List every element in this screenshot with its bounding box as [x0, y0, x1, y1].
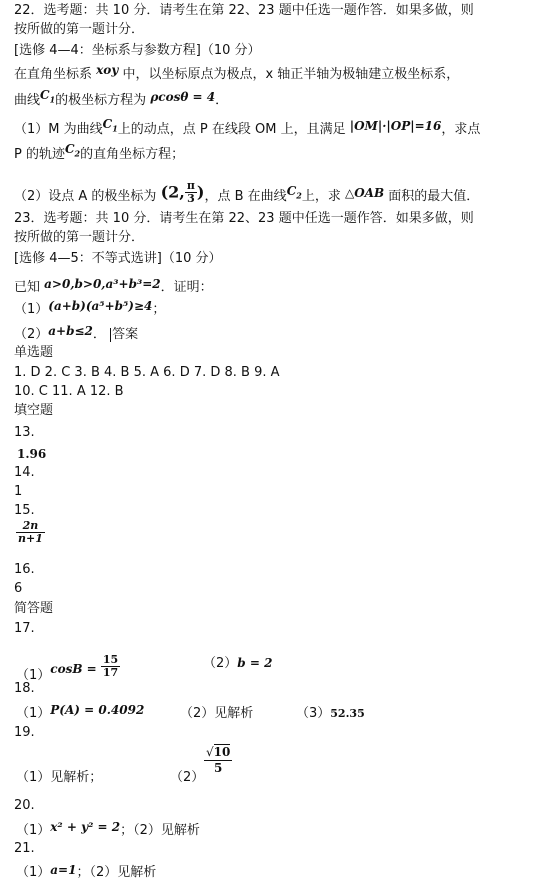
- q22-part-1-cont: [14, 140, 184, 164]
- q23-text: （1）: [14, 302, 49, 317]
- single-choice-row-1: 1. D 2. C 3. B 4. B 5. A 6. D 7. D 8. B 9. A: [14, 365, 280, 380]
- q23-text: ．: [92, 327, 106, 342]
- q22-text: ．: [215, 93, 229, 108]
- q23-text: （2）: [14, 327, 49, 342]
- q22-text: （1）M 为曲线: [14, 122, 103, 137]
- q23-line-1: 23．选考题：共 10 分．请考生在第 22、23 题中任选一题作答．如果多做，则: [14, 211, 474, 226]
- q22-text: 中，以坐标原点为极点，x 轴正半轴为极轴建立极坐标系，: [122, 67, 460, 82]
- answer-13-value: 1.96: [17, 447, 47, 461]
- q23-text: 已知: [14, 280, 41, 295]
- answer-20-number: 20.: [14, 798, 35, 813]
- q22-math-point-a: (2, $\frac{\pi}{3}$ ): [160, 179, 205, 205]
- q22-text: 上的动点，点 P 在线段 OM 上，且满足: [117, 122, 346, 137]
- q23-section-title: [选修 4—5：不等式选讲]（10 分）: [14, 251, 222, 266]
- q23-line-2: 按所做的第一题计分．: [14, 230, 145, 245]
- q22-text: 曲线: [14, 93, 41, 108]
- q23-math-ineq-2: a+b≤2: [48, 324, 93, 338]
- q22-math-c1: $C_1$: [40, 88, 56, 105]
- q22-math-c2: $C_2$: [64, 142, 81, 159]
- answer-15-fraction: $\frac{2n}{n+1}$: [18, 519, 43, 545]
- short-answer-title: 简答题: [14, 601, 54, 616]
- fill-blank-title: 填空题: [14, 403, 54, 418]
- answer-14-number: 14.: [14, 465, 35, 480]
- q23-text: ．证明：: [160, 280, 213, 295]
- q22-text: P 的轨迹: [14, 147, 65, 162]
- answer-19-number: 19.: [14, 725, 35, 740]
- q23-math-ineq-1: (a+b)(a⁵+b⁵)≥4: [48, 299, 153, 313]
- single-choice-row-2: 10. C 11. A 12. B: [14, 384, 124, 399]
- q22-text: ，求点: [441, 122, 481, 137]
- q22-text: 的极坐标方程为: [55, 93, 147, 108]
- q22-line-2: 按所做的第一题计分．: [14, 22, 145, 37]
- q22-text: 的直角坐标方程；: [80, 147, 185, 162]
- q22-math-triangle: △OAB: [344, 186, 385, 200]
- q23-math-given: a>0,b>0,a³+b³=2: [44, 277, 161, 291]
- answer-19-fraction: $\frac{√10}{5}$: [206, 745, 231, 775]
- q22-math-xoy: xoy: [96, 63, 119, 77]
- text-cursor: [110, 328, 111, 342]
- q22-text: 在直角坐标系: [14, 67, 93, 82]
- answer-18-part-2: （2）见解析: [180, 706, 254, 721]
- answer-18-number: 18.: [14, 681, 35, 696]
- q23-given: [14, 275, 213, 297]
- answer-15-number: 15.: [14, 503, 35, 518]
- answer-18-part-1: （1）P(A) = 0.4092: [16, 703, 145, 721]
- q22-math-c2: $C_2$: [286, 184, 302, 201]
- answer-17-part-2: （2）b = 2: [203, 656, 273, 671]
- single-choice-title: 单选题: [14, 345, 54, 360]
- q22-math-c1: $C_1$: [102, 117, 118, 134]
- answer-19-part-1: （1）见解析；: [16, 770, 103, 785]
- answer-20-line: （1）x² + y² = 2；（2）见解析: [16, 820, 200, 838]
- answer-19-part-2: （2）: [170, 770, 205, 785]
- q22-text: （2）设点 A 的极坐标为: [14, 189, 157, 204]
- q22-part-1: [14, 115, 480, 139]
- answer-21-number: 21.: [14, 841, 35, 856]
- q22-math-abs-product: |OM|·|OP|=16: [349, 119, 442, 133]
- answer-heading: 答案: [112, 327, 139, 342]
- answer-14-value: 1: [14, 484, 23, 499]
- answer-16-value: 6: [14, 581, 23, 596]
- answer-21-line: （1）a=1；（2）见解析: [16, 863, 157, 880]
- q22-part-2: [14, 180, 479, 206]
- q22-text: ，点 B 在曲线: [204, 189, 287, 204]
- q22-line-4: [14, 61, 459, 84]
- q22-text: 上，求: [301, 189, 341, 204]
- answer-18-part-3: （3）52.35: [296, 706, 365, 721]
- q22-line-5: [14, 86, 228, 110]
- q22-line-1: 22．选考题：共 10 分．请考生在第 22、23 题中任选一题作答．如果多做，则: [14, 3, 474, 18]
- q22-text: 面积的最大值．: [388, 189, 480, 204]
- q23-part-2: [14, 322, 138, 344]
- q23-part-1: [14, 297, 165, 319]
- q23-text: ；: [152, 302, 166, 317]
- q22-section-title: [选修 4—4：坐标系与参数方程]（10 分）: [14, 43, 261, 58]
- q22-math-polar-eq: ρcosθ = 4: [150, 90, 216, 104]
- answer-17-number: 17.: [14, 621, 35, 636]
- answer-13-number: 13.: [14, 425, 35, 440]
- answer-16-number: 16.: [14, 562, 35, 577]
- answer-17-part-1: （1）cosB = $\frac{15}{17}$: [16, 653, 119, 683]
